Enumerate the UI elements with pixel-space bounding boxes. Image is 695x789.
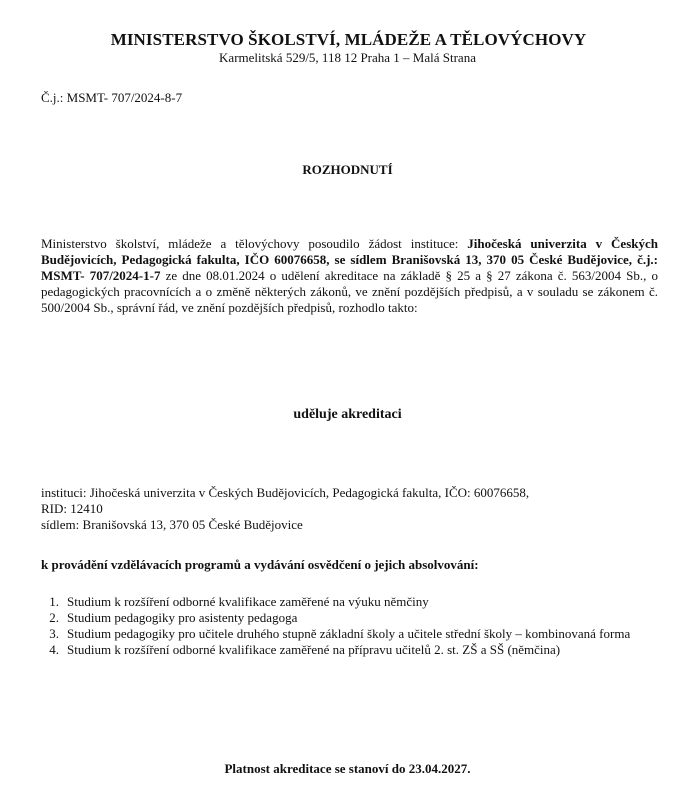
list-number: 1. (49, 594, 59, 609)
intro-institution-bold: Jihočeská univerzita v Českých Budějovicích, Pedagogická fakulta, IČO 60076658, se sídlem Branišovská 13, 370 05 České Budějovice, č.j.: MSMT- 707/2024-1-7 (41, 236, 658, 283)
reference-number: Č.j.: MSMT- 707/2024-8-7 (41, 90, 183, 105)
intro-text-1: Ministerstvo školství, mládeže a tělovýchovy posoudilo žádost instituce: (41, 236, 468, 251)
list-number: 4. (49, 642, 59, 657)
institution-seat: sídlem: Branišovská 13, 370 05 České Budějovice (41, 517, 303, 532)
validity-statement: Platnost akreditace se stanoví do 23.04.2027. (224, 761, 471, 776)
list-item (41, 642, 658, 658)
intro-paragraph (41, 236, 658, 316)
document-title: ROZHODNUTÍ (302, 162, 393, 177)
list-number: 2. (49, 610, 59, 625)
program-name: Studium k rozšíření odborné kvalifikace zaměřené na výuku němčiny (67, 594, 429, 609)
list-item (41, 610, 658, 626)
list-number: 3. (49, 626, 59, 641)
list-item (41, 594, 658, 610)
program-name: Studium k rozšíření odborné kvalifikace zaměřené na přípravu učitelů 2. st. ZŠ a SŠ (němčina) (67, 642, 561, 657)
purpose-heading: k provádění vzdělávacích programů a vydávání osvědčení o jejich absolvování: (41, 557, 479, 572)
institution-block (41, 485, 658, 533)
institution-rid: RID: 12410 (41, 501, 103, 516)
ministry-name: MINISTERSTVO ŠKOLSTVÍ, MLÁDEŽE A TĚLOVÝCHOVY (110, 30, 587, 49)
program-name: Studium pedagogiky pro asistenty pedagoga (67, 610, 298, 625)
institution-line: instituci: Jihočeská univerzita v Českých Budějovicích, Pedagogická fakulta, IČO: 60076658, (41, 485, 530, 500)
list-item (41, 626, 658, 642)
program-list (41, 594, 658, 658)
ministry-address: Karmelitská 529/5, 118 12 Praha 1 – Malá Strana (219, 50, 476, 65)
program-name: Studium pedagogiky pro učitele druhého stupně základní školy a učitele střední školy – kombinovaná forma (67, 626, 631, 641)
decision-heading: uděluje akreditaci (293, 407, 402, 422)
intro-text-2: ze dne 08.01.2024 o udělení akreditace na základě § 25 a § 27 zákona č. 563/2004 Sb., o pedagogických pracovnících a o změně některých zákonů, ve znění pozdějších předpisů, a v souladu se zákonem č. 500/2004 Sb., správní řád, ve znění pozdějších předpisů, rozhodlo takto: (41, 268, 658, 315)
letterhead (0, 30, 695, 66)
